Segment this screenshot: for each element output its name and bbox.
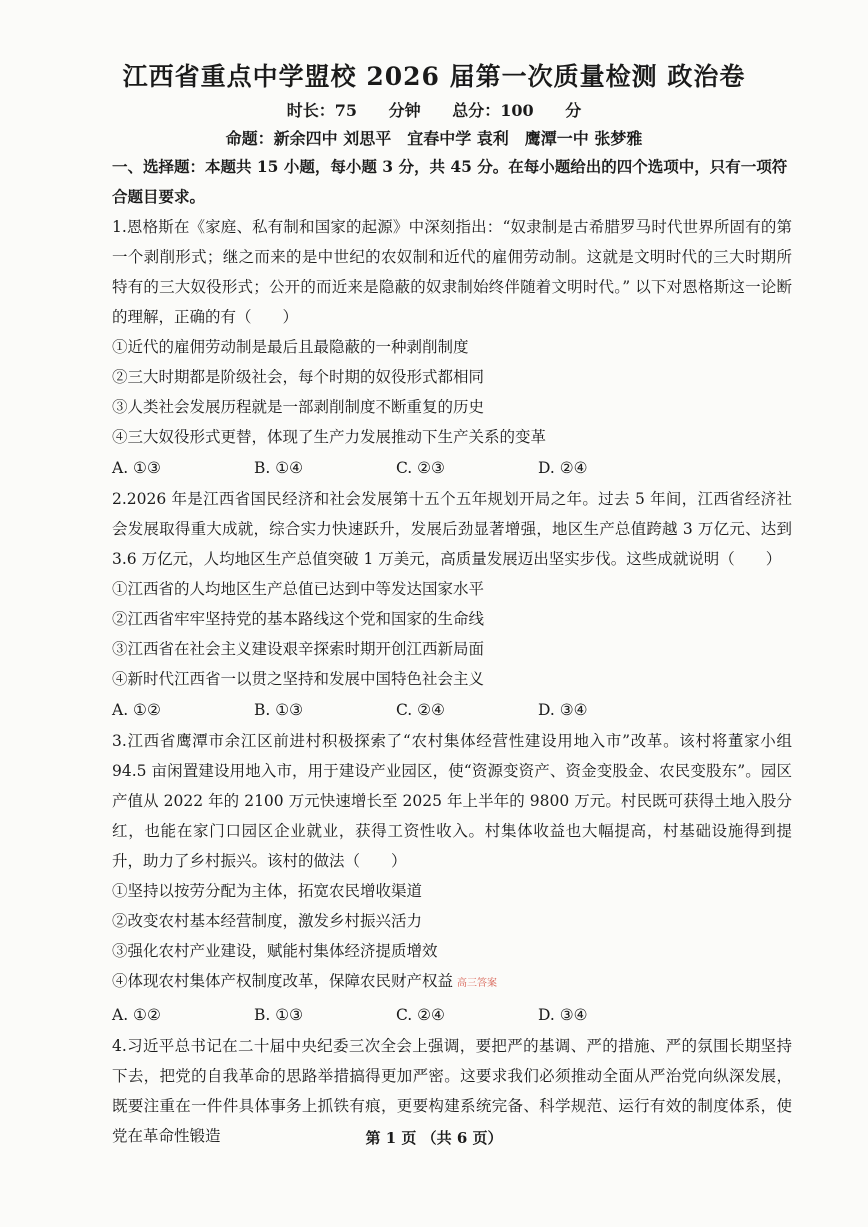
exam-duration: 时长：75 分钟 [286,101,421,120]
question-option: ③强化农村产业建设，赋能村集体经济提质增效 [112,942,438,960]
exam-total-score: 总分：100 分 [452,101,582,120]
choice-b: B. ①③ [254,701,304,719]
question-option: ②江西省牢牢坚持党的基本路线这个党和国家的生命线 [112,610,485,628]
question-option: ①近代的雇佣劳动制是最后且最隐蔽的一种剥削制度 [112,338,469,356]
question-option: ①江西省的人均地区生产总值已达到中等发达国家水平 [112,580,485,598]
exam-meta [0,98,868,124]
choice-d: D. ②④ [538,459,588,477]
question-option: ④新时代江西省一以贯之坚持和发展中国特色社会主义 [112,670,485,688]
question-3 [112,726,792,1031]
question-option: ①坚持以按劳分配为主体，拓宽农民增收渠道 [112,882,423,900]
choice-d: D. ③④ [538,701,588,719]
question-stem: 3.江西省鹰潭市余江区前进村积极探索了“农村集体经营性建设用地入市”改革。该村将董家小组 94.5 亩闲置建设用地入市，用于建设产业园区，使“资源变资产、资金变股金、农民变股东”。园区产值从 2022 年的 2100 万元快速增长至 2025 年上半年的 9800 万元。村民既可获得土地入股分红，也能在家门口园区企业就业，获得工资性收入。村集体收益也大幅提高，村基础设施得到提升，助力了乡村振兴。该村的做法（ ） [112,732,792,870]
question-2 [112,484,792,726]
question-option: ②三大时期都是阶级社会，每个时期的奴役形式都相同 [112,368,485,386]
answer-choices [112,999,792,1031]
choice-c: C. ②③ [396,459,445,477]
watermark-text: 高三答案 [457,978,498,989]
choice-c: C. ②④ [396,1006,445,1024]
choice-c: C. ②④ [396,701,445,719]
choice-a: A. ①② [112,701,161,719]
exam-authors: 命题：新余四中 刘思平 宜春中学 袁利 鹰潭一中 张梦雅 [225,129,643,148]
choice-b: B. ①③ [254,1006,304,1024]
question-stem: 4.习近平总书记在二十届中央纪委三次全会上强调，要把严的基调、严的措施、严的氛围长期坚持下去，把党的自我革命的思路举措搞得更加严密。这要求我们必须推动全面从严治党向纵深发展，既要注重在一件件具体事务上抓铁有痕，更要构建系统完备、科学规范、运行有效的制度体系，使党在革命性锻造 [112,1037,792,1145]
choice-b: B. ①④ [254,459,304,477]
choice-a: A. ①② [112,1006,161,1024]
page-footer: 第 1 页 （共 6 页） [365,1129,503,1147]
section-heading: 一、选择题：本题共 15 小题，每小题 3 分，共 45 分。在每小题给出的四个选项中，只有一项符合题目要求。 [112,157,788,206]
question-option: ③人类社会发展历程就是一部剥削制度不断重复的历史 [112,398,485,416]
question-option: ④三大奴役形式更替，体现了生产力发展推动下生产关系的变革 [112,428,547,446]
answer-choices [112,694,792,726]
answer-choices [112,452,792,484]
option-text: ④体现农村集体产权制度改革，保障农民财产权益 [112,972,454,990]
question-option: ③江西省在社会主义建设艰辛探索时期开创江西新局面 [112,640,485,658]
question-stem: 1.恩格斯在《家庭、私有制和国家的起源》中深刻指出：“奴隶制是古希腊罗马时代世界所固有的第一个剥削形式；继之而来的是中世纪的农奴制和近代的雇佣劳动制。这就是文明时代的三大时期所特有的三大奴役形式；公开的而近来是隐蔽的奴隶制始终伴随着文明时代。” 以下对恩格斯这一论断的理解，正确的有（ ） [112,218,792,326]
exam-body [112,152,792,1151]
choice-a: A. ①③ [112,459,161,477]
question-option [112,966,792,999]
question-option: ②改变农村基本经营制度，激发乡村振兴活力 [112,912,423,930]
choice-d: D. ③④ [538,1006,588,1024]
exam-header [0,60,868,152]
question-stem: 2.2026 年是江西省国民经济和社会发展第十五个五年规划开局之年。过去 5 年间，江西省经济社会发展取得重大成就，综合实力快速跃升，发展后劲显著增强，地区生产总值跨越 3 万亿元、达到 3.6 万亿元，人均地区生产总值突破 1 万美元，高质量发展迈出坚实步伐。这些成就说明（ ） [112,490,792,568]
question-1 [112,212,792,484]
exam-title: 江西省重点中学盟校 2026 届第一次质量检测 政治卷 [122,62,746,91]
